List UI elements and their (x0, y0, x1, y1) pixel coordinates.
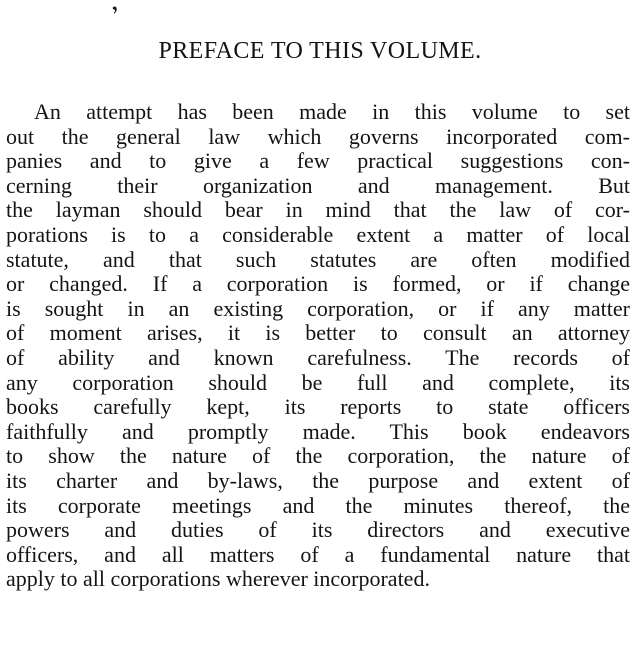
text-line: of ability and known carefulness. The records of (6, 344, 630, 370)
text-line: An attempt has been made in this volume to set (34, 99, 630, 124)
text-line: its charter and by-laws, the purpose and extent of (6, 467, 630, 493)
text-line: statute, and that such statutes are often modified (6, 246, 630, 272)
text-line: its corporate meetings and the minutes thereof, the (6, 492, 630, 518)
text-line: powers and duties of its directors and executive (6, 517, 630, 543)
text-line: or changed. If a corporation is formed, or if change (6, 271, 630, 297)
page-title: PREFACE TO THIS VOLUME. (158, 38, 482, 64)
text-line: books carefully kept, its reports to state officers (6, 394, 630, 420)
text-line: porations is to a considerable extent a matter of local (6, 221, 630, 247)
stray-mark: ’ (107, 0, 124, 27)
preface-paragraph (6, 100, 630, 592)
text-line: faithfully and promptly made. This book endeavors (6, 418, 630, 444)
text-line: apply to all corporations wherever incorporated. (6, 566, 430, 592)
text-line: the layman should bear in mind that the law of cor- (6, 197, 630, 223)
text-line: to show the nature of the corporation, the nature of (6, 443, 630, 469)
text-line: panies and to give a few practical suggestions con- (6, 148, 630, 174)
text-line: out the general law which governs incorporated com- (6, 123, 630, 149)
text-line: cerning their organization and management. But (6, 172, 630, 198)
text-line: of moment arises, it is better to consult an attorney (6, 320, 630, 346)
text-line: officers, and all matters of a fundamental nature that (6, 541, 630, 567)
text-line: is sought in an existing corporation, or if any matter (6, 295, 630, 321)
text-line: any corporation should be full and complete, its (6, 369, 630, 395)
